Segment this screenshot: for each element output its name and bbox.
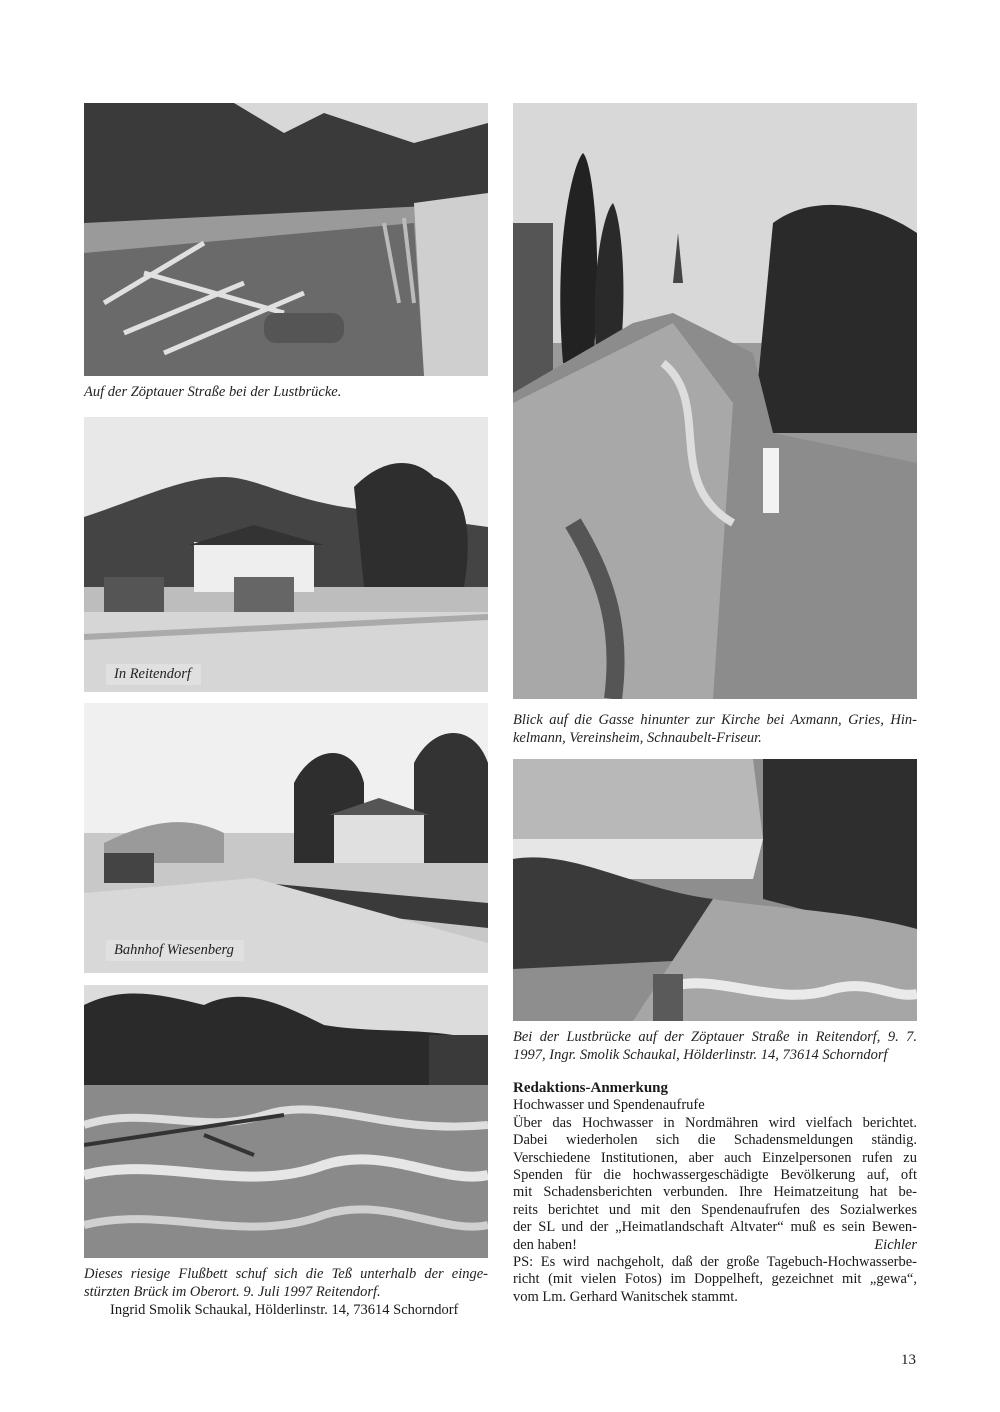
photo-credit: Ingrid Smolik Schaukal, Hölderlinstr. 14, 73614 Schorndorf <box>110 1302 459 1318</box>
caption-line: kelmann, Vereinsheim, Schnaubelt-Friseur. <box>513 730 762 746</box>
photo-caption <box>84 1265 488 1301</box>
caption-line: Dieses riesige Flußbett schuf sich die Teß unterhalb der einge- <box>84 1266 488 1282</box>
photo-caption <box>513 711 917 747</box>
photo-gasse-kirche <box>513 103 917 699</box>
ps-line: richt (mit vielen Fotos) im Doppelheft, gezeichnet mit „gewa“, <box>513 1271 917 1288</box>
caption-line: 1997, Ingr. Smolik Schaukal, Hölderlinstr. 14, 73614 Schorndorf <box>513 1047 888 1063</box>
note-line: Über das Hochwasser in Nordmähren wird vielfach berichtet. <box>513 1114 917 1131</box>
note-line: Spenden für die hochwassergeschädigte Bevölkerung auf, oft <box>513 1167 917 1184</box>
photo-flussbett <box>84 985 488 1258</box>
note-line: Dabei wiederholen sich die Schadensmeldungen ständig. <box>513 1132 917 1149</box>
caption-line: Bei der Lustbrücke auf der Zöptauer Straße in Reitendorf, 9. 7. <box>513 1029 917 1045</box>
photo-zoeptauer-strasse <box>84 103 488 376</box>
note-last-line <box>513 1237 917 1254</box>
photo-label: Bahnhof Wiesenberg <box>106 940 244 961</box>
photo-caption <box>513 1028 917 1064</box>
note-subheading: Hochwasser und Spendenaufrufe <box>513 1097 705 1114</box>
photo-caption: Auf der Zöptauer Straße bei der Lustbrücke. <box>84 384 342 400</box>
photo-lustbruecke <box>513 759 917 1021</box>
caption-line: stürzten Brück im Oberort. 9. Juli 1997 Reitendorf. <box>84 1284 381 1300</box>
note-signature: Eichler <box>874 1236 917 1253</box>
note-line: reits berichtet und mit den Spendenaufrufen des Sozialwerkes <box>513 1201 917 1218</box>
ps-line: vom Lm. Gerhard Wanitschek stammt. <box>513 1288 738 1305</box>
note-closing: den haben! <box>513 1236 578 1253</box>
note-line: mit Schadensberichten verbunden. Ihre Heimatzeitung hat be- <box>513 1184 917 1201</box>
caption-line: Blick auf die Gasse hinunter zur Kirche bei Axmann, Gries, Hin- <box>513 712 917 728</box>
photo-label: In Reitendorf <box>106 664 201 685</box>
page-number: 13 <box>901 1352 916 1368</box>
ps-line: PS: Es wird nachgeholt, daß der große Tagebuch-Hochwasserbe- <box>513 1254 917 1271</box>
photo-reitendorf <box>84 417 488 692</box>
photo-bahnhof-wiesenberg <box>84 703 488 973</box>
note-heading: Redaktions-Anmerkung <box>513 1080 669 1096</box>
editorial-note <box>513 1080 917 1306</box>
note-line: Verschiedene Institutionen, aber auch Einzelpersonen rufen zu <box>513 1149 917 1166</box>
note-line: der SL und der „Heimatlandschaft Altvater“ muß es sein Bewen- <box>513 1219 917 1236</box>
